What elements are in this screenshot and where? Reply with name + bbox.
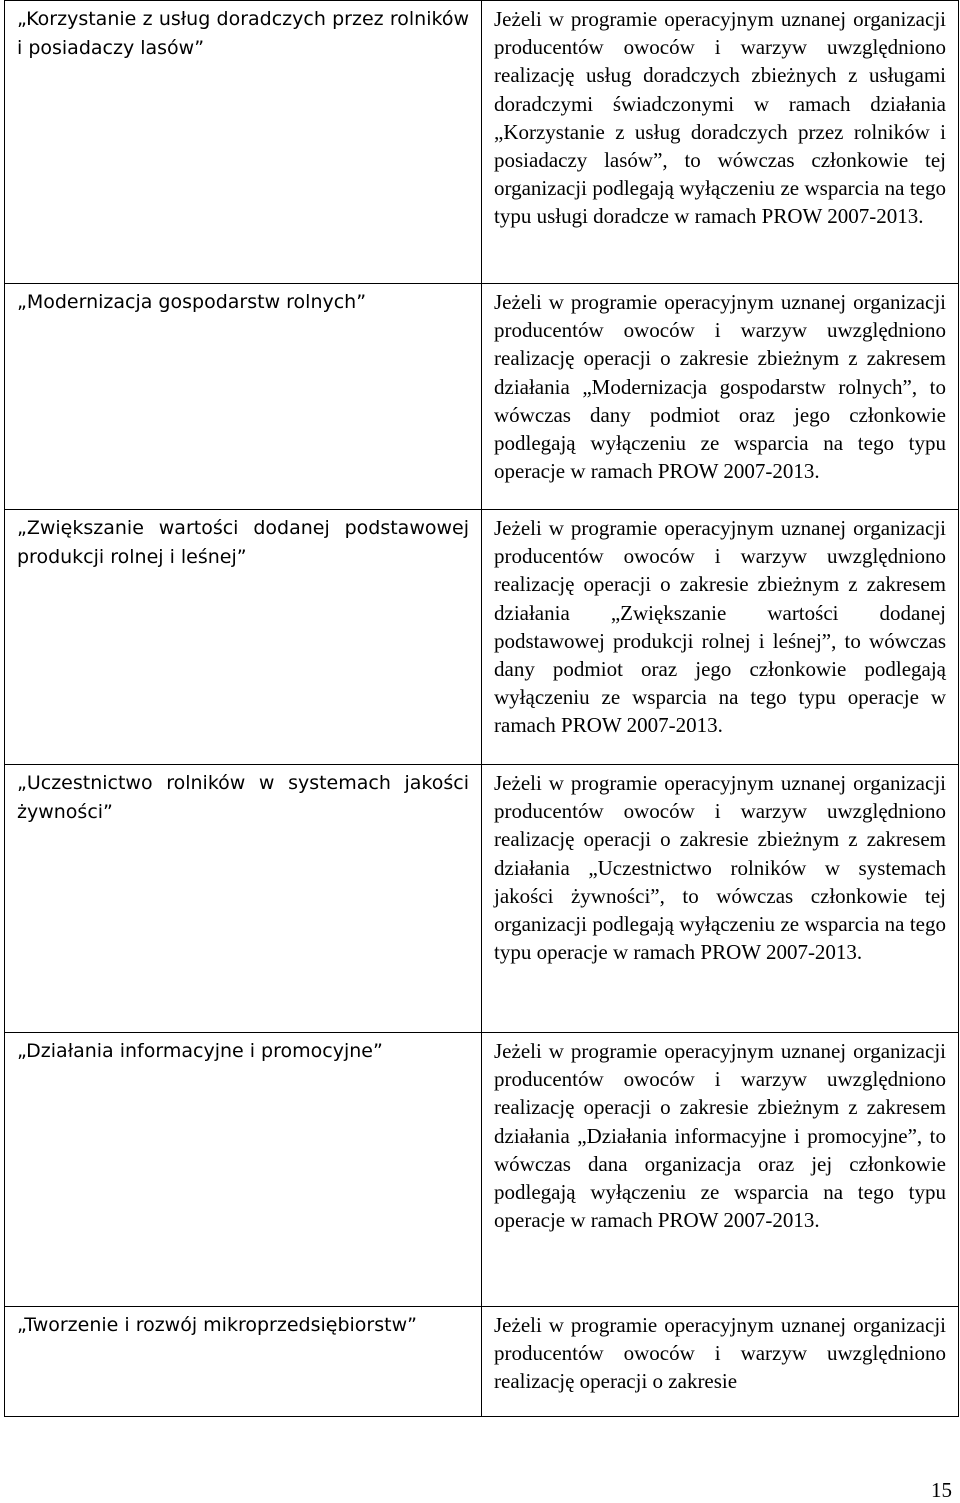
measure-description: Jeżeli w programie operacyjnym uznanej organizacji producentów owoców i warzyw uwzględniono realizację operacji o zakresie zbieżnym z zakresem działania „Modernizacja gospodarstw rolnych”, to wówczas dany podmiot oraz jego członkowie podlegają wyłączeniu ze wsparcia na tego typu operacje w ramach PROW 2007-2013.: [482, 284, 959, 510]
measure-description: Jeżeli w programie operacyjnym uznanej organizacji producentów owoców i warzyw uwzględniono realizację operacji o zakresie zbieżnym z zakresem działania „Zwiększanie wartości dodanej podstawowej produkcji rolnej i leśnej”, to wówczas dany podmiot oraz jego członkowie podlegają wyłączeniu ze wsparcia na tego typu operacje w ramach PROW 2007-2013.: [482, 510, 959, 765]
measures-table: [4, 0, 959, 1417]
measure-description: Jeżeli w programie operacyjnym uznanej organizacji producentów owoców i warzyw uwzględniono realizację operacji o zakresie zbieżnym z zakresem działania „Działania informacyjne i promocyjne”, to wówczas dana organizacja oraz jej członkowie podlegają wyłączeniu ze wsparcia na tego typu operacje w ramach PROW 2007-2013.: [482, 1033, 959, 1307]
measure-name: „Modernizacja gospodarstw rolnych”: [5, 284, 482, 510]
measure-description: Jeżeli w programie operacyjnym uznanej organizacji producentów owoców i warzyw uwzględniono realizację operacji o zakresie: [482, 1307, 959, 1417]
table-row: [5, 1, 959, 284]
table-row: [5, 1307, 959, 1417]
measure-description: Jeżeli w programie operacyjnym uznanej organizacji producentów owoców i warzyw uwzględniono realizację operacji o zakresie zbieżnym z zakresem działania „Uczestnictwo rolników w systemach jakości żywności”, to wówczas członkowie tej organizacji podlegają wyłączeniu ze wsparcia na tego typu operacje w ramach PROW 2007-2013.: [482, 765, 959, 1033]
table-row: [5, 765, 959, 1033]
measure-name: „Uczestnictwo rolników w systemach jakości żywności”: [5, 765, 482, 1033]
table-row: [5, 510, 959, 765]
table-row: [5, 1033, 959, 1307]
table-row: [5, 284, 959, 510]
measure-name: „Korzystanie z usług doradczych przez rolników i posiadaczy lasów”: [5, 1, 482, 284]
measure-name: „Tworzenie i rozwój mikroprzedsiębiorstw”: [5, 1307, 482, 1417]
page-number: 15: [931, 1478, 952, 1502]
measure-name: „Działania informacyjne i promocyjne”: [5, 1033, 482, 1307]
measure-description: Jeżeli w programie operacyjnym uznanej organizacji producentów owoców i warzyw uwzględniono realizację usług doradczych zbieżnych z usługami doradczymi świadczonymi w ramach działania „Korzystanie z usług doradczych przez rolników i posiadaczy lasów”, to wówczas członkowie tej organizacji podlegają wyłączeniu ze wsparcia na tego typu usługi doradcze w ramach PROW 2007-2013.: [482, 1, 959, 284]
measure-name: „Zwiększanie wartości dodanej podstawowej produkcji rolnej i leśnej”: [5, 510, 482, 765]
